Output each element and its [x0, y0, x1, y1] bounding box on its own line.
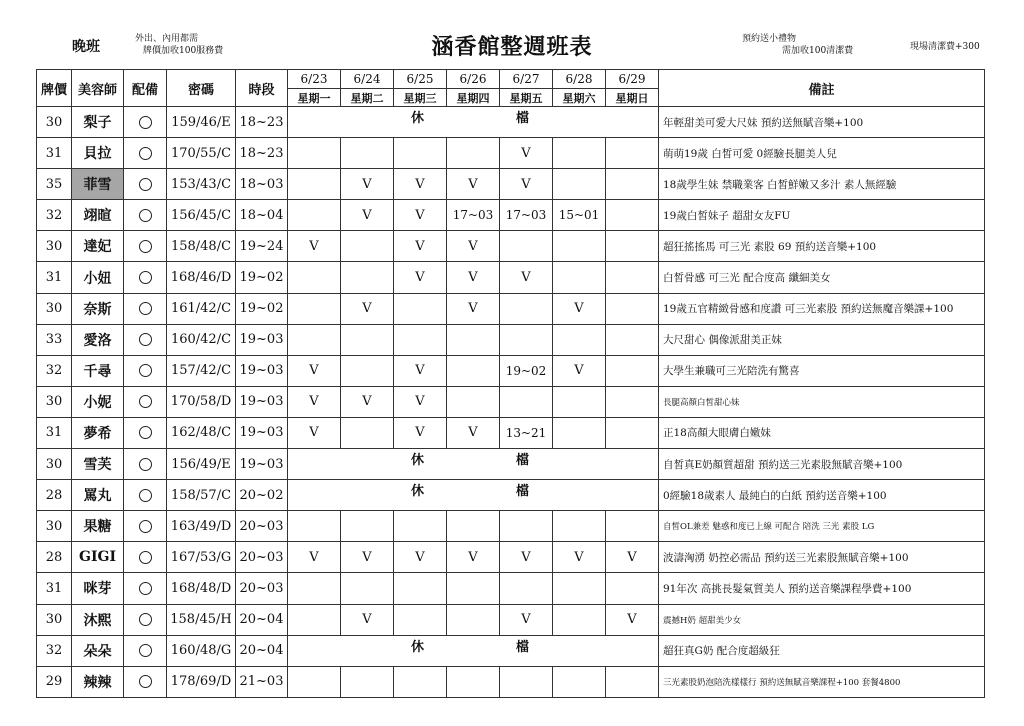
price-cell: 30	[37, 449, 72, 480]
circle-icon	[139, 271, 152, 284]
day-cell	[553, 138, 606, 169]
beautician-name: GIGI	[72, 542, 124, 573]
beautician-name: 朵朵	[72, 635, 124, 666]
day-cell	[288, 511, 341, 542]
day-cell	[500, 573, 553, 604]
day-cell	[288, 604, 341, 635]
code-cell: 170/55/C	[167, 138, 236, 169]
day-cell	[606, 573, 659, 604]
day-cell: V	[394, 200, 447, 231]
equip-cell	[124, 262, 167, 293]
service-fee-note-line1: 外出、內用都需	[135, 34, 199, 44]
day-cell: V	[341, 604, 394, 635]
remark-cell: 年輕甜美可愛大尺妹 預約送無賦音樂+100	[659, 107, 985, 138]
circle-icon	[139, 426, 152, 439]
table-row	[37, 138, 985, 169]
col-header-date: 6/29	[606, 70, 659, 89]
day-cell	[447, 355, 500, 386]
time-cell: 21~03	[236, 666, 288, 697]
day-cell	[553, 231, 606, 262]
code-cell: 163/49/D	[167, 511, 236, 542]
price-cell: 30	[37, 604, 72, 635]
equip-cell	[124, 573, 167, 604]
day-cell: V	[394, 231, 447, 262]
table-row	[37, 480, 985, 511]
service-fee-note-line2: 牌價加收100服務費	[143, 46, 224, 56]
day-off-cell	[288, 107, 659, 138]
price-cell: 35	[37, 169, 72, 200]
time-cell: 19~03	[236, 355, 288, 386]
day-cell	[606, 511, 659, 542]
col-header-price: 牌價	[37, 70, 72, 107]
time-cell: 18~23	[236, 138, 288, 169]
beautician-name: 辣辣	[72, 666, 124, 697]
day-cell	[394, 573, 447, 604]
beautician-name: 沐熙	[72, 604, 124, 635]
circle-icon	[139, 302, 152, 315]
equip-cell	[124, 355, 167, 386]
time-cell: 19~02	[236, 262, 288, 293]
day-cell	[341, 262, 394, 293]
day-cell	[500, 666, 553, 697]
table-row	[37, 231, 985, 262]
day-cell	[606, 231, 659, 262]
day-cell	[447, 511, 500, 542]
col-header-date: 6/23	[288, 70, 341, 89]
day-cell	[500, 511, 553, 542]
day-cell: 15~01	[553, 200, 606, 231]
day-cell	[447, 573, 500, 604]
day-cell	[341, 417, 394, 448]
remark-cell: 大學生兼職可三光陪洗有驚喜	[659, 355, 985, 386]
day-cell: 17~03	[500, 200, 553, 231]
day-cell: V	[394, 169, 447, 200]
remark-cell: 長腿高顏白皙甜心妹	[659, 386, 985, 417]
table-row	[37, 449, 985, 480]
circle-icon	[139, 520, 152, 533]
day-cell	[500, 231, 553, 262]
day-cell	[606, 386, 659, 417]
circle-icon	[139, 489, 152, 502]
day-cell	[447, 138, 500, 169]
price-cell: 30	[37, 511, 72, 542]
day-cell: V	[341, 386, 394, 417]
day-cell: V	[394, 542, 447, 573]
price-cell: 31	[37, 138, 72, 169]
day-cell	[447, 324, 500, 355]
day-cell	[500, 293, 553, 324]
time-cell: 20~04	[236, 635, 288, 666]
remark-cell: 自皙OL兼差 魅惑和度已上線 可配合 陪洗 三光 素股 LG	[659, 511, 985, 542]
day-cell	[447, 386, 500, 417]
col-header-date: 6/27	[500, 70, 553, 89]
remark-cell: 超狂真G奶 配合度超級狂	[659, 635, 985, 666]
table-row	[37, 542, 985, 573]
remark-cell: 白皙骨感 可三光 配合度高 纖細美女	[659, 262, 985, 293]
price-cell: 30	[37, 386, 72, 417]
day-cell	[606, 293, 659, 324]
day-cell: V	[606, 604, 659, 635]
code-cell: 160/42/C	[167, 324, 236, 355]
day-cell	[553, 666, 606, 697]
day-cell	[606, 169, 659, 200]
beautician-name: 果糖	[72, 511, 124, 542]
day-cell	[288, 138, 341, 169]
day-cell	[394, 138, 447, 169]
time-cell: 19~03	[236, 324, 288, 355]
equip-cell	[124, 604, 167, 635]
remark-cell: 波濤洶湧 奶控必需品 預約送三光素股無賦音樂+100	[659, 542, 985, 573]
day-cell	[394, 293, 447, 324]
code-cell: 153/43/C	[167, 169, 236, 200]
day-cell	[553, 169, 606, 200]
table-row	[37, 635, 985, 666]
day-cell	[447, 666, 500, 697]
time-cell: 18~04	[236, 200, 288, 231]
time-cell: 20~04	[236, 604, 288, 635]
equip-cell	[124, 324, 167, 355]
col-header-weekday: 星期六	[553, 89, 606, 107]
day-off-cell	[288, 449, 659, 480]
day-off-label: 休	[411, 639, 425, 655]
table-row	[37, 386, 985, 417]
day-cell	[606, 324, 659, 355]
beautician-name: 雪芙	[72, 449, 124, 480]
code-cell: 158/48/C	[167, 231, 236, 262]
day-cell: V	[447, 169, 500, 200]
col-header-date: 6/24	[341, 70, 394, 89]
day-cell: 17~03	[447, 200, 500, 231]
col-header-weekday: 星期五	[500, 89, 553, 107]
day-cell	[500, 324, 553, 355]
day-cell	[341, 324, 394, 355]
beautician-name: 翊暄	[72, 200, 124, 231]
day-cell	[447, 604, 500, 635]
price-cell: 31	[37, 262, 72, 293]
price-cell: 33	[37, 324, 72, 355]
circle-icon	[139, 333, 152, 346]
beautician-name: 達妃	[72, 231, 124, 262]
day-cell: V	[288, 542, 341, 573]
table-row	[37, 417, 985, 448]
day-cell: V	[447, 293, 500, 324]
price-cell: 32	[37, 635, 72, 666]
table-row	[37, 200, 985, 231]
day-cell: V	[288, 417, 341, 448]
day-cell	[394, 511, 447, 542]
code-cell: 158/45/H	[167, 604, 236, 635]
remark-cell: 大尺甜心 偶像派甜美正妹	[659, 324, 985, 355]
table-row	[37, 293, 985, 324]
equip-cell	[124, 417, 167, 448]
time-cell: 19~03	[236, 417, 288, 448]
price-cell: 30	[37, 107, 72, 138]
day-cell: V	[447, 417, 500, 448]
day-off-label: 休	[411, 111, 425, 126]
table-row	[37, 355, 985, 386]
day-cell: V	[553, 293, 606, 324]
col-header-weekday: 星期一	[288, 89, 341, 107]
col-header-weekday: 星期四	[447, 89, 500, 107]
remark-cell: 自皙真E奶顏質超甜 預約送三光素股無賦音樂+100	[659, 449, 985, 480]
day-cell: V	[500, 604, 553, 635]
day-cell	[553, 386, 606, 417]
col-header-equip: 配備	[124, 70, 167, 107]
remark-cell: 91年次 高挑長髮氣質美人 預約送音樂課程學費+100	[659, 573, 985, 604]
day-cell	[341, 511, 394, 542]
code-cell: 167/53/G	[167, 542, 236, 573]
code-cell: 170/58/D	[167, 386, 236, 417]
time-cell: 18~03	[236, 169, 288, 200]
day-cell	[341, 573, 394, 604]
remark-cell: 三光素股奶泡陪洗樣樣行 預約送無賦音樂課程+100 套餐4800	[659, 666, 985, 697]
table-row	[37, 324, 985, 355]
circle-icon	[139, 116, 152, 129]
code-cell: 168/48/D	[167, 573, 236, 604]
day-cell	[341, 138, 394, 169]
time-cell: 19~03	[236, 386, 288, 417]
code-cell: 162/48/C	[167, 417, 236, 448]
cleaning-fee-note: 現場清潔費+300	[910, 42, 980, 52]
circle-icon	[139, 178, 152, 191]
price-cell: 32	[37, 355, 72, 386]
circle-icon	[139, 582, 152, 595]
circle-icon	[139, 395, 152, 408]
price-cell: 28	[37, 542, 72, 573]
day-cell: V	[606, 542, 659, 573]
code-cell: 157/42/C	[167, 355, 236, 386]
equip-cell	[124, 231, 167, 262]
beautician-name: 愛洛	[72, 324, 124, 355]
circle-icon	[139, 240, 152, 253]
day-cell	[553, 511, 606, 542]
day-cell: V	[341, 542, 394, 573]
page-title: 涵香館整週班表	[431, 34, 593, 60]
day-off-label: 檔	[516, 111, 530, 126]
day-cell	[288, 262, 341, 293]
price-cell: 30	[37, 231, 72, 262]
day-cell	[606, 138, 659, 169]
remark-cell: 19歲白皙妹子 超甜女友FU	[659, 200, 985, 231]
time-cell: 19~03	[236, 449, 288, 480]
table-row	[37, 511, 985, 542]
day-cell	[288, 169, 341, 200]
code-cell: 156/45/C	[167, 200, 236, 231]
col-header-time: 時段	[236, 70, 288, 107]
circle-icon	[139, 209, 152, 222]
code-cell: 161/42/C	[167, 293, 236, 324]
day-cell	[553, 604, 606, 635]
equip-cell	[124, 138, 167, 169]
col-header-weekday: 星期二	[341, 89, 394, 107]
day-cell: V	[288, 386, 341, 417]
day-cell: V	[394, 262, 447, 293]
equip-cell	[124, 169, 167, 200]
code-cell: 156/49/E	[167, 449, 236, 480]
beautician-name: 咪芽	[72, 573, 124, 604]
day-cell	[553, 262, 606, 293]
day-cell: 19~02	[500, 355, 553, 386]
day-cell: V	[288, 231, 341, 262]
day-cell: V	[394, 355, 447, 386]
col-header-weekday: 星期三	[394, 89, 447, 107]
beautician-name: 小妞	[72, 262, 124, 293]
day-off-label: 休	[411, 453, 425, 469]
price-cell: 30	[37, 293, 72, 324]
table-row	[37, 107, 985, 138]
day-cell	[606, 417, 659, 448]
day-cell: V	[553, 355, 606, 386]
day-cell	[500, 386, 553, 417]
price-cell: 32	[37, 200, 72, 231]
time-cell: 18~23	[236, 107, 288, 138]
code-cell: 168/46/D	[167, 262, 236, 293]
day-cell: V	[341, 293, 394, 324]
price-cell: 31	[37, 417, 72, 448]
remark-cell: 18歲學生妹 禁職業客 白皙鮮嫩又多汁 素人無經驗	[659, 169, 985, 200]
col-header-code: 密碼	[167, 70, 236, 107]
beautician-name: 夢希	[72, 417, 124, 448]
equip-cell	[124, 293, 167, 324]
day-cell	[394, 324, 447, 355]
equip-cell	[124, 449, 167, 480]
day-off-cell	[288, 480, 659, 511]
day-cell: V	[500, 138, 553, 169]
day-cell: V	[288, 355, 341, 386]
price-cell: 28	[37, 480, 72, 511]
circle-icon	[139, 644, 152, 657]
remark-cell: 震撼H奶 超甜美少女	[659, 604, 985, 635]
day-cell	[606, 262, 659, 293]
equip-cell	[124, 666, 167, 697]
beautician-name: 千尋	[72, 355, 124, 386]
circle-icon	[139, 147, 152, 160]
day-cell	[341, 666, 394, 697]
beautician-name: 奈斯	[72, 293, 124, 324]
time-cell: 20~03	[236, 511, 288, 542]
day-cell: 13~21	[500, 417, 553, 448]
day-cell	[553, 573, 606, 604]
time-cell: 20~03	[236, 542, 288, 573]
day-cell: V	[500, 169, 553, 200]
equip-cell	[124, 511, 167, 542]
day-cell	[553, 417, 606, 448]
col-header-date: 6/25	[394, 70, 447, 89]
col-header-date: 6/26	[447, 70, 500, 89]
col-header-name: 美容師	[72, 70, 124, 107]
day-cell: V	[341, 200, 394, 231]
code-cell: 160/48/G	[167, 635, 236, 666]
shift-label: 晚班	[72, 39, 100, 55]
day-cell	[341, 231, 394, 262]
remark-cell: 正18高顏大眼膚白嫩妹	[659, 417, 985, 448]
remark-cell: 19歲五官精緻骨感和度讚 可三光素股 預約送無魔音樂課+100	[659, 293, 985, 324]
circle-icon	[139, 364, 152, 377]
beautician-name: 貝拉	[72, 138, 124, 169]
day-cell: V	[341, 169, 394, 200]
beautician-name: 罵丸	[72, 480, 124, 511]
equip-cell	[124, 386, 167, 417]
code-cell: 159/46/E	[167, 107, 236, 138]
day-cell	[341, 355, 394, 386]
day-cell: V	[500, 542, 553, 573]
day-cell	[553, 324, 606, 355]
day-cell	[606, 666, 659, 697]
table-row	[37, 604, 985, 635]
price-cell: 29	[37, 666, 72, 697]
circle-icon	[139, 675, 152, 688]
day-cell	[394, 604, 447, 635]
day-cell	[288, 573, 341, 604]
remark-cell: 超狂搖搖馬 可三光 素股 69 預約送音樂+100	[659, 231, 985, 262]
table-row	[37, 573, 985, 604]
day-cell: V	[447, 262, 500, 293]
beautician-name: 梨子	[72, 107, 124, 138]
day-off-label: 檔	[516, 453, 530, 469]
equip-cell	[124, 107, 167, 138]
day-cell	[288, 666, 341, 697]
beautician-name: 小妮	[72, 386, 124, 417]
circle-icon	[139, 613, 152, 626]
beautician-name: 菲雪	[72, 169, 124, 200]
price-cell: 31	[37, 573, 72, 604]
equip-cell	[124, 200, 167, 231]
day-cell	[606, 355, 659, 386]
day-cell	[288, 293, 341, 324]
day-cell	[394, 666, 447, 697]
table-row	[37, 262, 985, 293]
time-cell: 20~02	[236, 480, 288, 511]
day-off-label: 休	[411, 484, 425, 500]
day-cell	[288, 324, 341, 355]
day-cell: V	[447, 542, 500, 573]
reservation-note-line1: 預約送小禮物	[742, 34, 797, 44]
table-row	[37, 169, 985, 200]
time-cell: 20~03	[236, 573, 288, 604]
day-cell	[288, 200, 341, 231]
day-cell: V	[553, 542, 606, 573]
col-header-date: 6/28	[553, 70, 606, 89]
code-cell: 158/57/C	[167, 480, 236, 511]
reservation-note-line2: 需加收100清潔費	[782, 46, 854, 56]
equip-cell	[124, 635, 167, 666]
reservation-note	[742, 33, 853, 57]
day-cell: V	[500, 262, 553, 293]
schedule-table	[36, 69, 985, 698]
table-row	[37, 666, 985, 697]
time-cell: 19~02	[236, 293, 288, 324]
day-cell: V	[447, 231, 500, 262]
day-off-cell	[288, 635, 659, 666]
equip-cell	[124, 542, 167, 573]
time-cell: 19~24	[236, 231, 288, 262]
day-off-label: 檔	[516, 639, 530, 655]
day-cell	[606, 200, 659, 231]
equip-cell	[124, 480, 167, 511]
col-header-remarks: 備註	[659, 70, 985, 107]
circle-icon	[139, 458, 152, 471]
remark-cell: 萌萌19歲 白皙可愛 0經驗長腿美人兒	[659, 138, 985, 169]
day-cell: V	[394, 386, 447, 417]
col-header-weekday: 星期日	[606, 89, 659, 107]
remark-cell: 0經驗18歲素人 最純白的白紙 預約送音樂+100	[659, 480, 985, 511]
code-cell: 178/69/D	[167, 666, 236, 697]
day-cell: V	[394, 417, 447, 448]
circle-icon	[139, 551, 152, 564]
day-off-label: 檔	[516, 484, 530, 500]
